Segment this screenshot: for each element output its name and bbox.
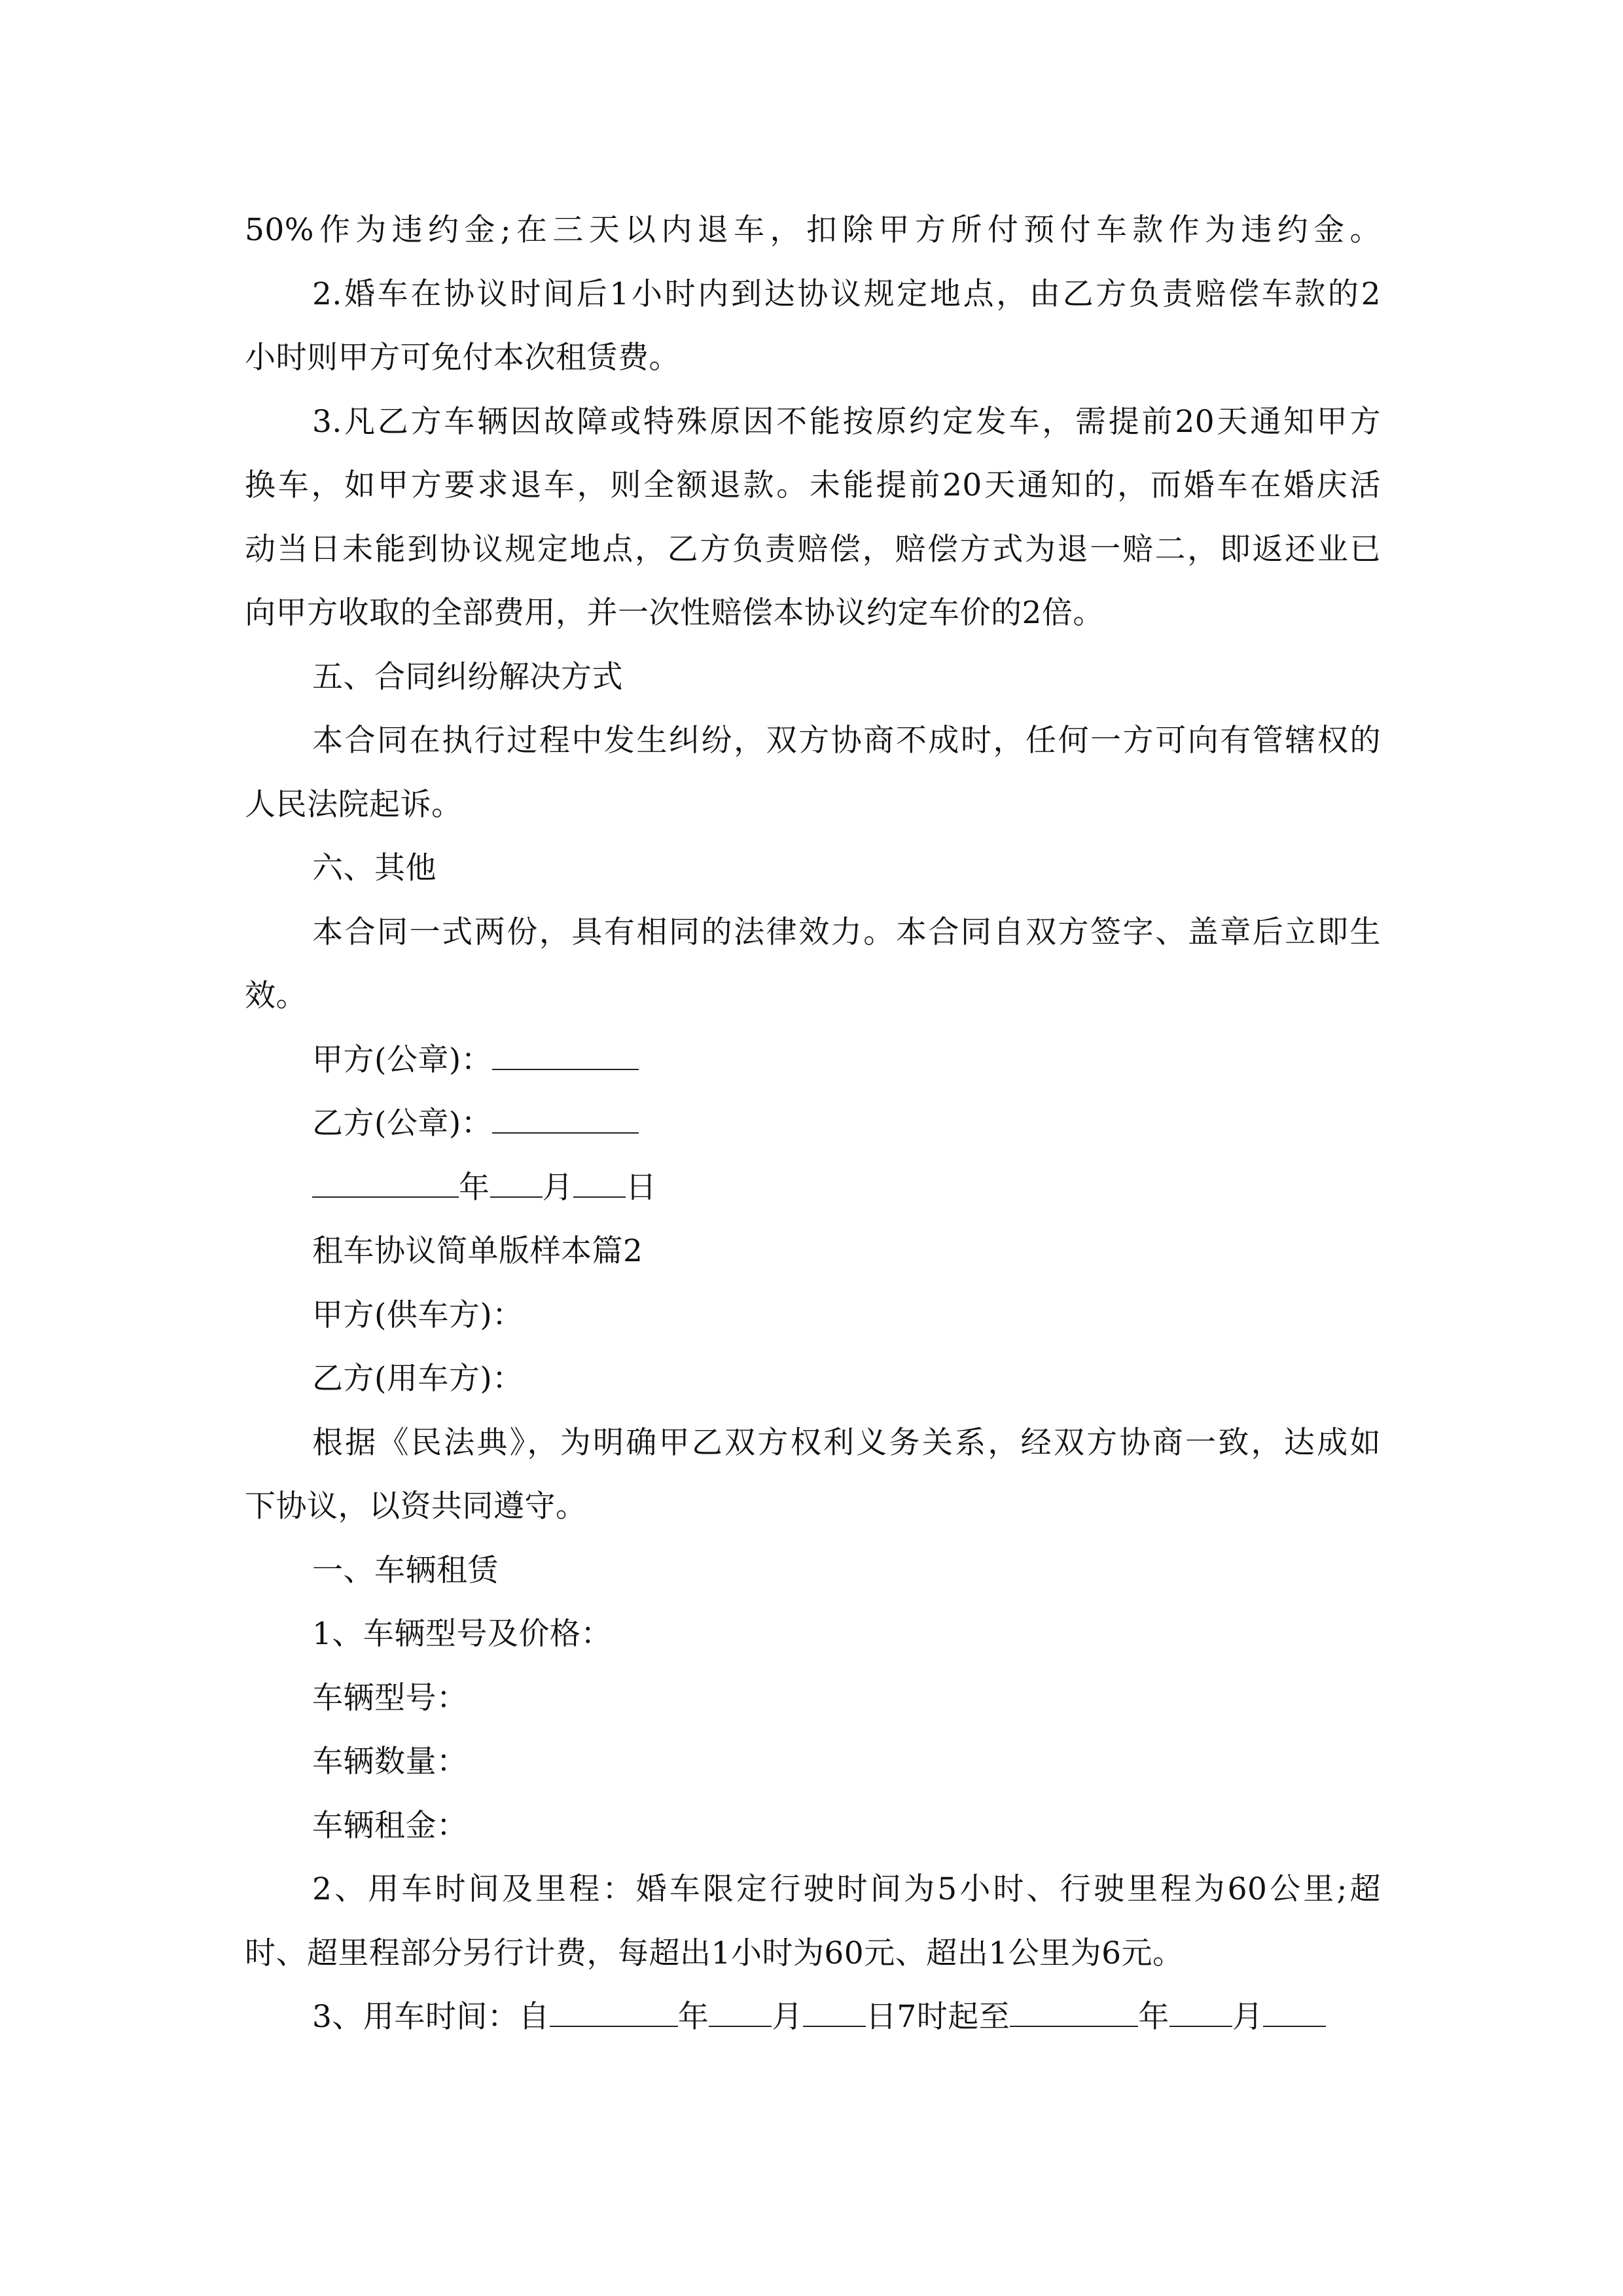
year-label: 年	[459, 1169, 490, 1206]
usage-time-clause	[245, 1985, 1381, 2049]
paragraph-line: 时、超里程部分另行计费，每超出1小时为60元、超出1公里为6元。	[245, 1935, 1184, 1971]
usage-day-blank	[803, 1997, 866, 2027]
section-heading: 五、合同纠纷解决方式	[312, 658, 623, 695]
usage-time-prefix: 3、用车时间：自	[312, 1999, 550, 2035]
usage-day2-blank	[1263, 1997, 1326, 2027]
day-label: 日	[626, 1169, 657, 1206]
vehicle-rent-field: 车辆租金：	[312, 1807, 468, 1844]
paragraph-line: 人民法院起诉。	[245, 786, 463, 823]
paragraph-line: 2.婚车在协议时间后1小时内到达协议规定地点，由乙方负责赔偿车款的2	[312, 276, 1381, 312]
paragraph-line: 动当日未能到协议规定地点，乙方负责赔偿，赔偿方式为退一赔二，即返还业已	[245, 531, 1381, 567]
usage-month-label: 月	[772, 1999, 803, 2035]
paragraph-line: 2、用车时间及里程：婚车限定行驶时间为5小时、行驶里程为60公里;超	[312, 1871, 1381, 1907]
paragraph-line: 下协议，以资共同遵守。	[245, 1488, 587, 1524]
party-a-field: 甲方(供车方)：	[312, 1297, 524, 1333]
usage-month2-label: 月	[1232, 1999, 1264, 2035]
day-blank	[573, 1168, 626, 1198]
paragraph-line: 3.凡乙方车辆因故障或特殊原因不能按原约定发车，需提前20天通知甲方	[312, 403, 1381, 440]
year-blank	[312, 1168, 459, 1198]
usage-month2-blank	[1169, 1997, 1232, 2027]
section-heading: 一、车辆租赁	[312, 1552, 499, 1588]
party-a-blank	[492, 1040, 639, 1070]
signature-party-a	[245, 1028, 1381, 1092]
month-label: 月	[542, 1169, 573, 1206]
month-blank	[490, 1168, 543, 1198]
usage-year-label: 年	[677, 1999, 709, 2035]
usage-year2-label: 年	[1138, 1999, 1169, 2035]
document-title: 租车协议简单版样本篇2	[312, 1233, 643, 1269]
usage-year2-blank	[1010, 1997, 1138, 2027]
party-b-label: 乙方(公章)：	[312, 1105, 493, 1141]
usage-year-blank	[550, 1997, 678, 2027]
paragraph-line: 换车，如甲方要求退车，则全额退款。未能提前20天通知的，而婚车在婚庆活	[245, 467, 1381, 503]
paragraph-line: 向甲方收取的全部费用，并一次性赔偿本协议约定车价的2倍。	[245, 595, 1104, 631]
paragraph-line: 50%作为违约金;在三天以内退车，扣除甲方所付预付车款作为违约金。	[245, 212, 1381, 248]
vehicle-model-field: 车辆型号：	[312, 1679, 468, 1716]
party-a-label: 甲方(公章)：	[312, 1041, 493, 1078]
paragraph-line: 小时则甲方可免付本次租赁费。	[245, 340, 680, 376]
section-heading: 六、其他	[312, 850, 437, 886]
party-b-field: 乙方(用车方)：	[312, 1361, 524, 1397]
clause-heading: 1、车辆型号及价格：	[312, 1616, 612, 1652]
document-body	[245, 198, 1381, 2049]
signature-date	[245, 1156, 1381, 1220]
usage-month-blank	[709, 1997, 772, 2027]
paragraph-line: 本合同一式两份，具有相同的法律效力。本合同自双方签字、盖章后立即生	[312, 914, 1381, 950]
vehicle-count-field: 车辆数量：	[312, 1744, 468, 1780]
signature-party-b	[245, 1092, 1381, 1156]
paragraph-line: 根据《民法典》，为明确甲乙双方权利义务关系，经双方协商一致，达成如	[312, 1424, 1381, 1461]
party-b-blank	[492, 1103, 639, 1134]
paragraph-line: 本合同在执行过程中发生纠纷，双方协商不成时，任何一方可向有管辖权的	[312, 723, 1381, 759]
usage-day-label: 日7时起至	[865, 1999, 1010, 2035]
paragraph-line: 效。	[245, 978, 307, 1014]
